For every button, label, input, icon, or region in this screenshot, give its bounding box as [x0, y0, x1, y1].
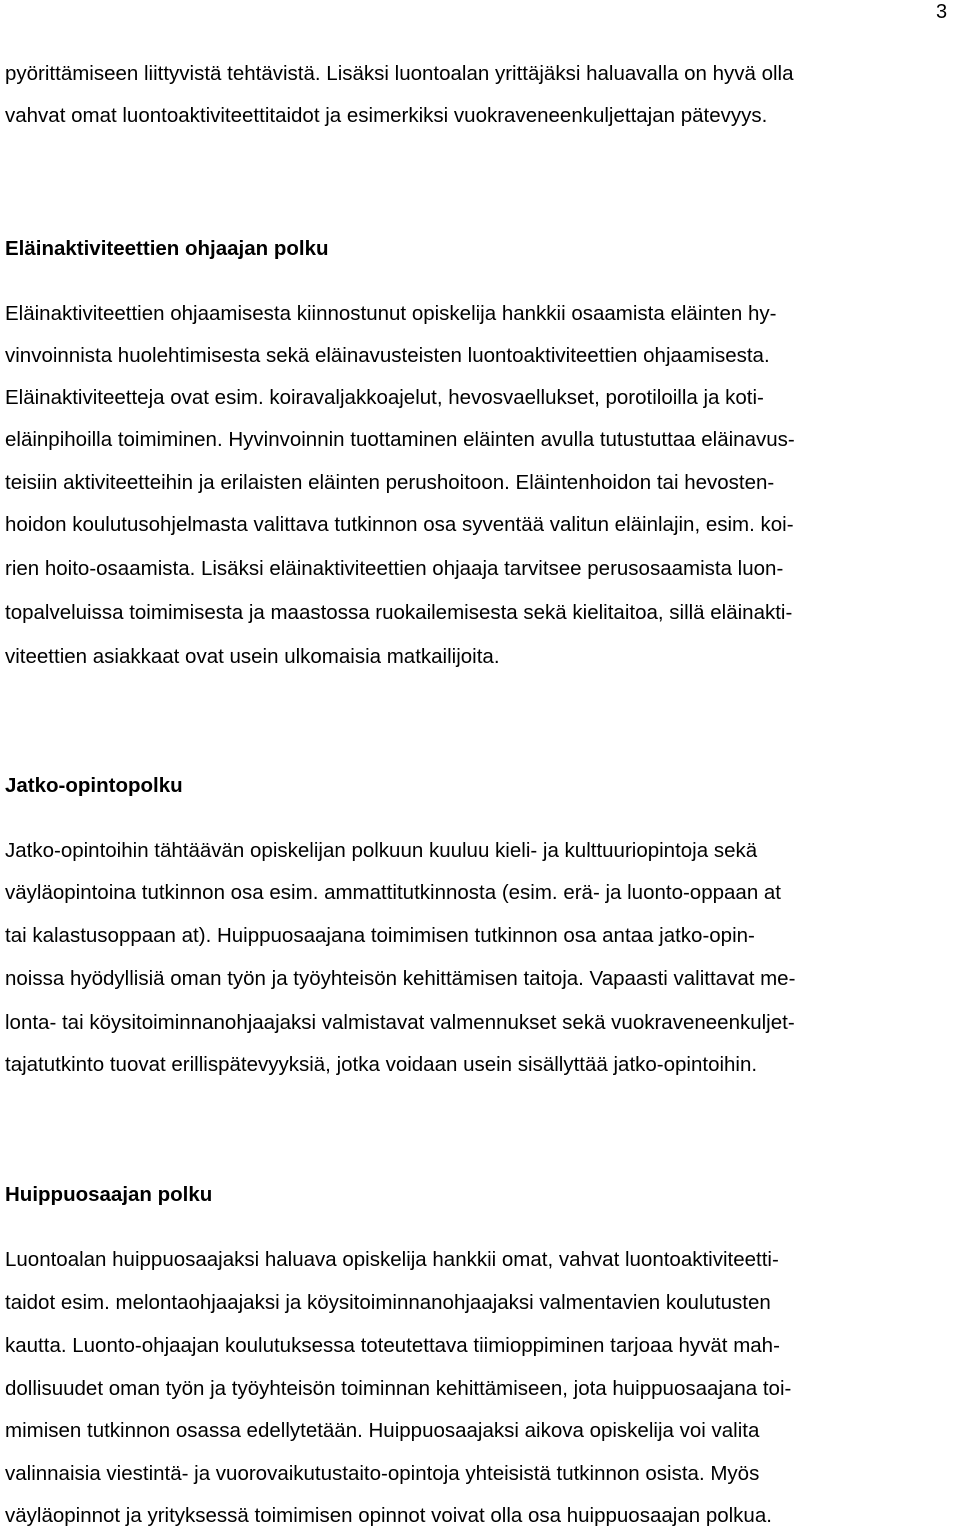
- section-line: topalveluissa toimimisesta ja maastossa ruokailemisesta sekä kielitaitoa, sillä eläinakti-: [5, 601, 793, 624]
- section-line: vinvoinnista huolehtimisesta sekä eläinavusteisten luontoaktiviteettien ohjaamisesta.: [5, 344, 770, 367]
- section-line: tai kalastusoppaan at). Huippuosaajana toimimisen tutkinnon osa antaa jatko-opin-: [5, 924, 755, 947]
- section-line: lonta- tai köysitoiminnanohjaajaksi valmistavat valmennukset sekä vuokraveneenkuljet-: [5, 1011, 795, 1034]
- section-line: Jatko-opintoihin tähtäävän opiskelijan polkuun kuuluu kieli- ja kulttuuriopintoja sekä: [5, 839, 758, 862]
- section-line: hoidon koulutusohjelmasta valittava tutkinnon osa syventää valitun eläinlajin, esim. koi-: [5, 513, 794, 536]
- section-line: viteettien asiakkaat ovat usein ulkomaisia matkailijoita.: [5, 645, 500, 668]
- section-heading-further-studies: Jatko-opintopolku: [5, 774, 183, 797]
- intro-line: vahvat omat luontoaktiviteettitaidot ja esimerkiksi vuokraveneenkuljettajan pätevyys.: [5, 104, 768, 127]
- section-line: rien hoito-osaamista. Lisäksi eläinaktiviteettien ohjaaja tarvitsee perusosaamista luon-: [5, 557, 784, 580]
- section-line: taidot esim. melontaohjaajaksi ja köysitoiminnanohjaajaksi valmentavien koulutusten: [5, 1291, 771, 1314]
- section-line: tajatutkinto tuovat erillispätevyyksiä, jotka voidaan usein sisällyttää jatko-opintoihin.: [5, 1053, 758, 1076]
- intro-line: pyörittämiseen liittyvistä tehtävistä. Lisäksi luontoalan yrittäjäksi haluavalla on hyvä olla: [5, 62, 794, 85]
- section-line: eläinpihoilla toimiminen. Hyvinvoinnin tuottaminen eläinten avulla tutustuttaa eläinavus-: [5, 428, 795, 451]
- section-line: Eläinaktiviteetteja ovat esim. koiravaljakkoajelut, hevosvaellukset, porotiloilla ja koti-: [5, 386, 764, 409]
- section-heading-animal-activities: Eläinaktiviteettien ohjaajan polku: [5, 237, 329, 260]
- section-line: mimisen tutkinnon osassa edellytetään. Huippuosaajaksi aikova opiskelija voi valita: [5, 1419, 760, 1442]
- section-line: väyläopintoina tutkinnon osa esim. ammattitutkinnosta (esim. erä- ja luonto-oppaan at: [5, 881, 782, 904]
- section-line: noissa hyödyllisiä oman työn ja työyhteisön kehittämisen taitoja. Vapaasti valittavat me-: [5, 967, 796, 990]
- section-line: kautta. Luonto-ohjaajan koulutuksessa toteutettava tiimioppiminen tarjoaa hyvät mah-: [5, 1334, 780, 1357]
- section-line: Eläinaktiviteettien ohjaamisesta kiinnostunut opiskelija hankkii osaamista eläinten hy-: [5, 302, 777, 325]
- page-number: 3: [936, 1, 948, 23]
- section-line: väyläopinnot ja yrityksessä toimimisen opinnot voivat olla osa huippuosaajan polkua.: [5, 1504, 772, 1527]
- section-line: dollisuudet oman työn ja työyhteisön toiminnan kehittämiseen, jota huippuosaajana toi-: [5, 1377, 792, 1400]
- section-heading-top-expert: Huippuosaajan polku: [5, 1183, 213, 1206]
- section-line: Luontoalan huippuosaajaksi haluava opiskelija hankkii omat, vahvat luontoaktiviteetti-: [5, 1248, 779, 1271]
- section-line: teisiin aktiviteetteihin ja erilaisten eläinten perushoitoon. Eläintenhoidon tai hevosten-: [5, 471, 775, 494]
- section-line: valinnaisia viestintä- ja vuorovaikutustaito-opintoja yhteisistä tutkinnon osista. Myös: [5, 1462, 760, 1485]
